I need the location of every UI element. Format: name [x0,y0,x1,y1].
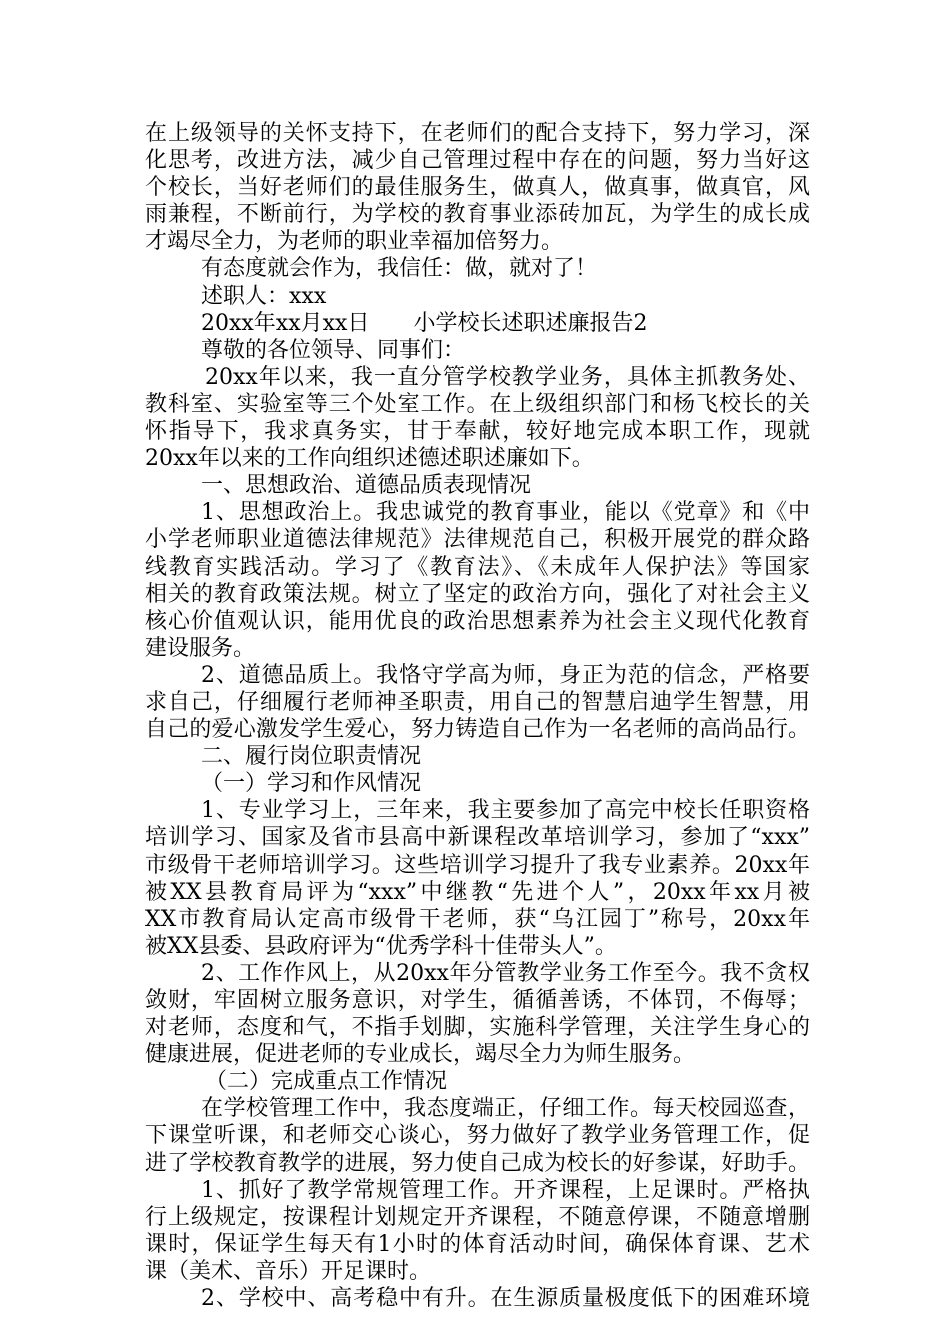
text-line: 教科室、实验室等三个处室工作。在上级组织部门和杨飞校长的关 [145,391,810,417]
text-line: 对老师，态度和气，不指手划脚，实施科学管理，关注学生身心的 [145,1015,810,1041]
text-line: 自己的爱心激发学生爱心，努力铸造自己作为一名老师的高尚品行。 [145,717,810,743]
text-line: 课（美术、音乐）开足课时。 [145,1258,432,1284]
text-line: （二）完成重点工作情况 [205,1069,448,1095]
text-line: 建设服务。 [145,635,256,661]
text-line: 个校长，当好老师们的最佳服务生，做真人，做真事，做真官，风 [145,175,810,201]
text-line: 雨兼程，不断前行，为学校的教育事业添砖加瓦，为学生的成长成 [145,202,810,228]
text-line: 在学校管理工作中，我态度端正，仔细工作。每天校园巡查， [201,1096,810,1122]
text-line: 健康进展，促进老师的专业成长，竭尽全力为师生服务。 [145,1042,696,1068]
text-line: 有态度就会作为，我信任：做，就对了！ [201,256,598,282]
text-line: 尊敬的各位领导、同事们： [201,337,466,363]
text-line: 才竭尽全力，为老师的职业幸福加倍努力。 [145,229,564,255]
text-line: 怀指导下，我求真务实，甘于奉献，较好地完成本职工作，现就 [145,419,810,445]
text-line: 被XX县委、县政府评为“优秀学科十佳带头人”。 [145,933,617,959]
text-line: 1、思想政治上。我忠诚党的教育事业，能以《党章》和《中 [201,500,810,526]
text-line: 求自己，仔细履行老师神圣职责，用自己的智慧启迪学生智慧，用 [145,689,810,715]
text-line: 一、思想政治、道德品质表现情况 [201,473,532,499]
text-line: 20xx年以来，我一直分管学校教学业务，具体主抓教务处、 [205,364,810,390]
text-line: 进了学校教育教学的进展，努力使自己成为校长的好参谋，好助手。 [145,1150,810,1176]
text-line: 下课堂听课，和老师交心谈心，努力做好了教学业务管理工作，促 [145,1123,810,1149]
text-line: 述职人：xxx [201,283,327,309]
text-line: 相关的教育政策法规。树立了坚定的政治方向，强化了对社会主义 [145,581,810,607]
text-line: 在上级领导的关怀支持下，在老师们的配合支持下，努力学习，深 [145,121,810,146]
text-line: 1、专业学习上，三年来，我主要参加了高完中校长任职资格 [201,798,810,824]
text-line: 1、抓好了教学常规管理工作。开齐课程，上足课时。严格执 [201,1177,810,1203]
text-line: 课时，保证学生每天有1小时的体育活动时间，确保体育课、艺术 [145,1231,810,1257]
text-line: 培训学习、国家及省市县高中新课程改革培训学习，参加了“xxx” [145,825,810,851]
text-line: 敛财，牢固树立服务意识，对学生，循循善诱，不体罚，不侮辱； [145,988,810,1013]
text-line: XX市教育局认定高市级骨干老师，获“乌江园丁”称号，20xx年 [145,906,810,932]
text-line: 行上级规定，按课程计划规定开齐课程，不随意停课，不随意增删 [145,1204,810,1230]
text-line: 二、履行岗位职责情况 [201,744,422,770]
text-line: 市级骨干老师培训学习。这些培训学习提升了我专业素养。20xx年 [145,852,810,878]
text-line: 线教育实践活动。学习了《教育法》、《未成年人保护法》等国家 [145,554,810,580]
text-line: 2、学校中、高考稳中有升。在生源质量极度低下的困难环境 [201,1286,810,1312]
text-line: 化思考，改进方法，减少自己管理过程中存在的问题，努力当好这 [145,148,810,174]
text-line: （一）学习和作风情况 [201,771,422,797]
document-body [145,120,810,1312]
text-line: 小学老师职业道德法律规范》法律规范自己，积极开展党的群众路 [145,527,810,553]
text-line: 2、道德品质上。我恪守学高为师，身正为范的信念，严格要 [201,662,810,688]
text-line: 20xx年以来的工作向组织述德述职述廉如下。 [145,446,594,472]
text-line: 核心价值观认识，能用优良的政治思想素养为社会主义现代化教育 [145,608,810,634]
text-line: 被XX县教育局评为“xxx”中继教“先进个人”，20xx年xx月被 [145,879,810,905]
text-line: 2、工作作风上，从20xx年分管教学业务工作至今。我不贪权 [201,960,810,986]
text-line: 20xx年xx月xx日 小学校长述职述廉报告2 [201,310,648,336]
